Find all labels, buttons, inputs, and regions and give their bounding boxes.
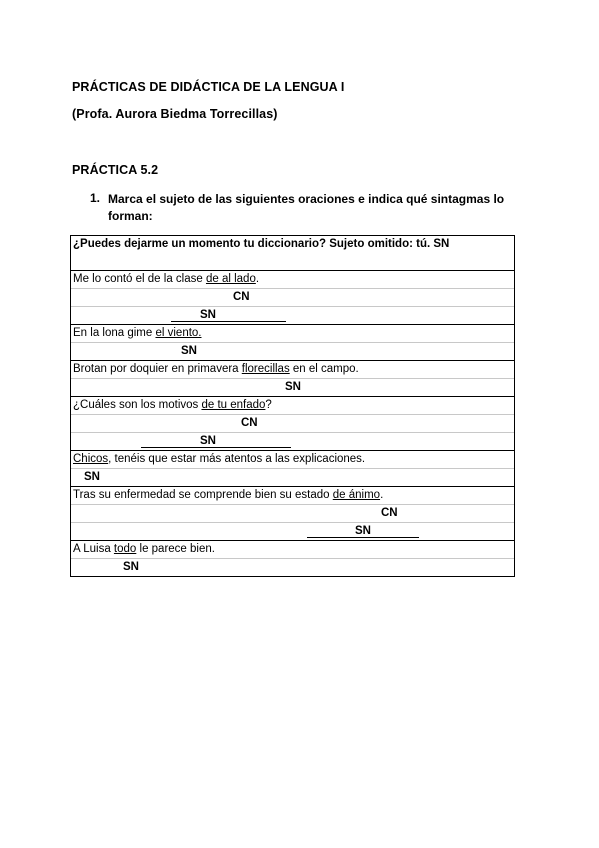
table-cell (71, 361, 515, 397)
table-row (71, 361, 515, 397)
table-cell (71, 271, 515, 325)
label-sn: SN (285, 381, 301, 393)
subject-part: de tu enfado (201, 399, 266, 411)
label-sn: SN (123, 561, 139, 573)
document-subtitle: (Profa. Aurora Biedma Torrecillas) (72, 107, 278, 121)
sentence-text: ¿Puedes dejarme un momento tu diccionario? Sujeto omitido: tú. SN (73, 238, 450, 250)
table-cell (71, 487, 515, 541)
table-cell (71, 541, 515, 577)
label-cn: CN (381, 507, 398, 519)
label-cn: CN (241, 417, 258, 429)
practice-heading: PRÁCTICA 5.2 (72, 163, 159, 177)
table-row (71, 397, 515, 451)
table-row (71, 236, 515, 271)
table-row (71, 271, 515, 325)
label-sn: SN (200, 309, 216, 321)
subject-part: el viento. (155, 327, 202, 339)
underline-mark (141, 433, 291, 448)
subject-part: todo (113, 543, 137, 555)
table-cell (71, 325, 515, 361)
underline-mark (171, 307, 286, 322)
table-cell (71, 397, 515, 451)
sentence: Brotan por doquier en primavera florecillas en el campo. (71, 361, 514, 379)
sentence: En la lona gime el viento. (71, 325, 514, 343)
subject-part: Chicos (73, 453, 109, 465)
subject-part: florecillas (241, 363, 290, 375)
sentence: A Luisa todo le parece bien. (71, 541, 514, 559)
sentence: Me lo contó el de la clase de al lado. (71, 271, 514, 289)
label-sn: SN (181, 345, 197, 357)
document-title: PRÁCTICAS DE DIDÁCTICA DE LA LENGUA I (72, 80, 345, 94)
table-row (71, 541, 515, 577)
sentence: Chicos, tenéis que estar más atentos a las explicaciones. (71, 451, 514, 469)
table-cell (71, 451, 515, 487)
table-row (71, 451, 515, 487)
table-row (71, 325, 515, 361)
label-sn: SN (84, 471, 100, 483)
sentence: Tras su enfermedad se comprende bien su estado de ánimo. (71, 487, 514, 505)
label-sn: SN (355, 525, 371, 537)
subject-part: de ánimo (332, 489, 381, 501)
table-row (71, 487, 515, 541)
subject-part: de al lado (205, 273, 256, 285)
label-sn: SN (200, 435, 216, 447)
label-cn: CN (233, 291, 250, 303)
exercise-number: 1. (90, 191, 101, 205)
exercise-table (70, 235, 515, 577)
sentence: ¿Cuáles son los motivos de tu enfado? (71, 397, 514, 415)
exercise-instruction: Marca el sujeto de las siguientes oraciones e indica qué sintagmas lo forman: (108, 192, 505, 223)
table-cell (71, 236, 515, 271)
